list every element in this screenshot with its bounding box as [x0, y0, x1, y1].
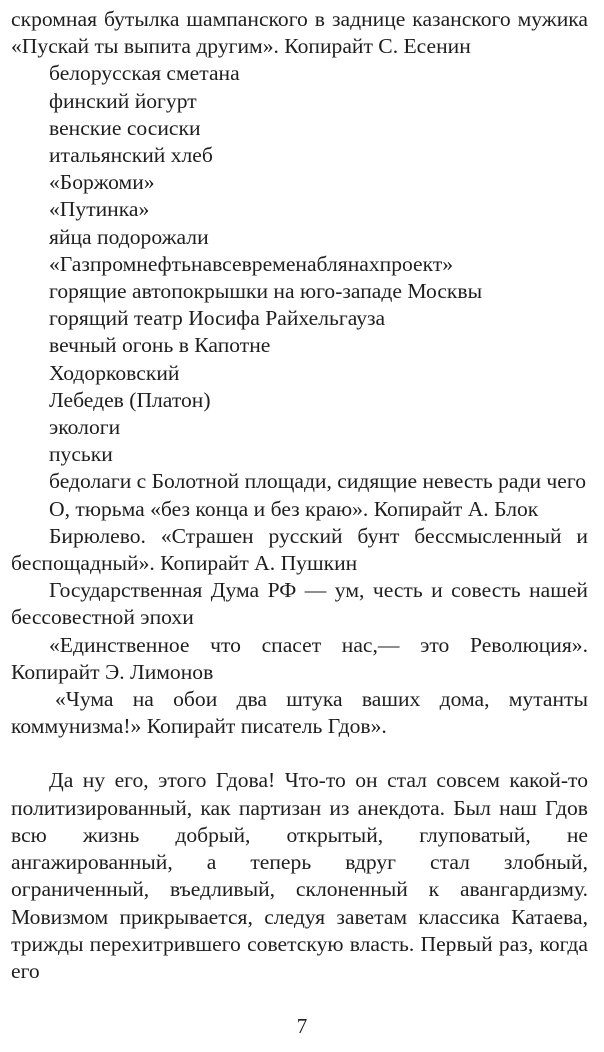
page-number: 7 — [296, 1014, 308, 1038]
book-page — [11, 6, 588, 985]
list-item: «Газпромнефтьнавсевременаблянахпроект» — [49, 251, 454, 276]
list-item: экологи — [49, 415, 121, 440]
list-item: Лебедев (Платон) — [49, 387, 211, 412]
list-item: пуськи — [49, 442, 113, 467]
list-item: «Единственное что спасет нас,— это Революция». Копирайт Э. Лимонов — [11, 632, 588, 684]
list-item: вечный огонь в Капотне — [49, 333, 271, 358]
list-item: Государственная Дума РФ — ум, честь и совесть нашей бессовестной эпохи — [11, 578, 588, 630]
list-item: «Боржоми» — [49, 170, 155, 195]
list-item: О, тюрьма «без конца и без краю». Копирайт А. Блок — [49, 496, 539, 521]
list-item: Ходорковский — [49, 360, 180, 385]
list-item: итальянский хлеб — [49, 143, 213, 168]
list-item: бедолаги с Болотной площади, сидящие невесть ради чего — [49, 469, 586, 494]
list-item: финский йогурт — [49, 88, 197, 113]
list-item: белорусская сметана — [49, 61, 240, 86]
list-item: Бирюлево. «Страшен русский бунт бессмысленный и беспощадный». Копирайт А. Пушкин — [11, 523, 588, 576]
list-item: яйца подорожали — [49, 224, 209, 249]
list-item: венские сосиски — [49, 115, 201, 140]
text-line-continuation: скромная бутылка шампанского в заднице казанского мужика «Пускай ты выпита другим». Копирайт С. Есенин — [11, 7, 588, 59]
list-item: горящий театр Иосифа Райхельгауза — [49, 306, 386, 331]
list-item: горящие автопокрышки на юго-западе Москвы — [49, 279, 483, 304]
list-item: «Чума на обои два штука ваших дома, мутанты коммунизма!» Копирайт писатель Гдов». — [11, 687, 588, 739]
body-paragraph: Да ну его, этого Гдова! Что-то он стал совсем какой-то политизированный, как партизан из анекдота. Был наш Гдов всю жизнь добрый, открытый, глуповатый, не ангажированный, а теперь вдруг стал злобный, ограниченный, въедливый, склоненный к авангардизму. Мовизмом прикрывается, следуя заветам классика Катаева, трижды перехитрившего советскую власть. Первый раз, когда его — [11, 768, 588, 983]
list-item: «Путинка» — [49, 197, 150, 222]
